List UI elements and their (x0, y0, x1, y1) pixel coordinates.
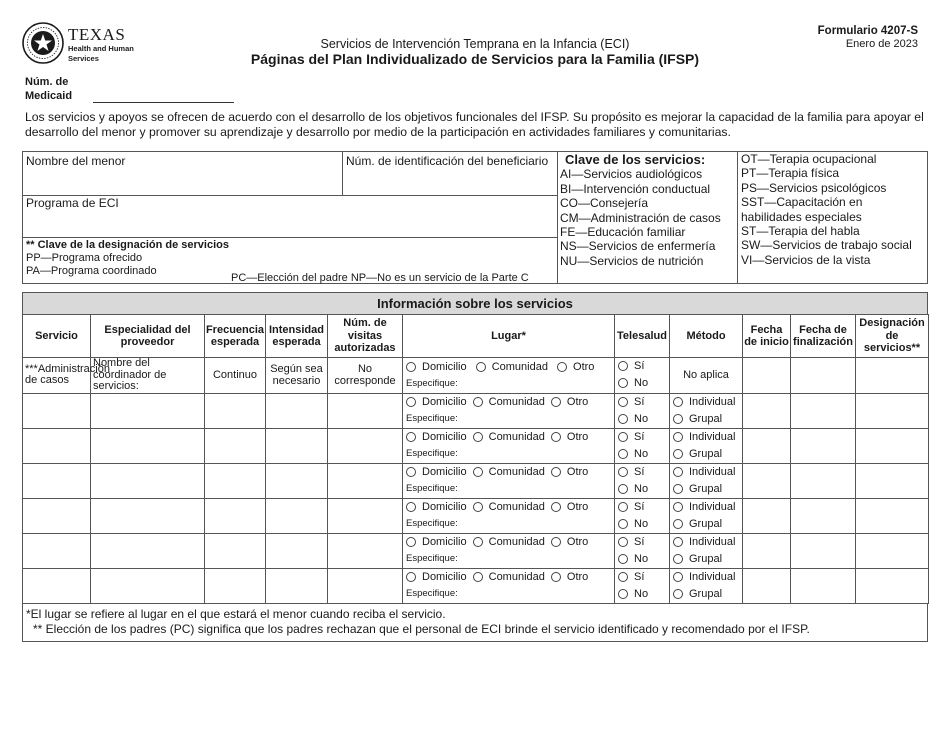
cell-servicio: ***Administración de casos (23, 358, 91, 394)
designation-title: ** Clave de la designación de servicios (26, 239, 229, 251)
cell-frecuencia[interactable] (205, 568, 266, 603)
cell-frecuencia[interactable] (205, 533, 266, 568)
radio-si[interactable] (618, 537, 628, 547)
radio-individual[interactable] (673, 572, 683, 582)
radio-no[interactable] (618, 378, 628, 388)
radio-otro[interactable] (551, 397, 561, 407)
cell-visitas[interactable] (328, 533, 403, 568)
key-fe: FE—Educación familiar (560, 225, 686, 240)
cell-telesalud: Sí No (615, 498, 670, 533)
key-ns: NS—Servicios de enfermería (560, 239, 716, 254)
radio-domicilio[interactable] (406, 502, 416, 512)
radio-si[interactable] (618, 432, 628, 442)
cell-designacion[interactable] (856, 533, 929, 568)
key-sst-cont: habilidades especiales (741, 209, 862, 224)
form-title: Páginas del Plan Individualizado de Servicios para la Familia (IFSP) (250, 51, 700, 67)
footnotes (22, 603, 928, 642)
radio-individual[interactable] (673, 502, 683, 512)
cell-servicio[interactable] (23, 568, 91, 603)
cell-frecuencia[interactable] (205, 428, 266, 463)
col-frecuencia: Frecuencia esperada (205, 315, 266, 358)
radio-otro[interactable] (551, 432, 561, 442)
radio-comunidad[interactable] (473, 432, 483, 442)
cell-fecha-fin[interactable] (791, 463, 856, 498)
especifique-field[interactable]: Especifique: (406, 518, 458, 529)
radio-no[interactable] (618, 414, 628, 424)
cell-visitas[interactable] (328, 393, 403, 428)
cell-designacion[interactable] (856, 498, 929, 533)
cell-designacion[interactable] (856, 393, 929, 428)
form-number-block (818, 25, 918, 51)
cell-fecha-inicio[interactable] (743, 568, 791, 603)
table-row (23, 463, 929, 498)
cell-designacion[interactable] (856, 358, 929, 394)
cell-especialidad[interactable] (91, 533, 205, 568)
col-servicio: Servicio (23, 315, 91, 358)
cell-telesalud: Sí No (615, 463, 670, 498)
col-designacion: Designación de servicios** (856, 315, 929, 358)
cell-designacion[interactable] (856, 568, 929, 603)
medicaid-input[interactable] (93, 102, 234, 103)
cell-frecuencia[interactable] (205, 463, 266, 498)
cell-designacion[interactable] (856, 463, 929, 498)
cell-metodo: Individual Grupal (670, 498, 743, 533)
cell-metodo: Individual Grupal (670, 568, 743, 603)
eci-program-field[interactable] (23, 196, 558, 238)
radio-domicilio[interactable] (406, 572, 416, 582)
logo-agency-line2: Services (68, 54, 99, 63)
designation-pa: PA—Programa coordinado (26, 265, 157, 277)
services-table (22, 314, 929, 604)
cell-lugar: Domicilio Comunidad Otro Especifique: (403, 393, 615, 428)
radio-comunidad[interactable] (476, 362, 486, 372)
cell-designacion[interactable] (856, 428, 929, 463)
cell-metodo: Individual Grupal (670, 463, 743, 498)
cell-lugar: Domicilio Comunidad Otro Especifique: (403, 358, 615, 394)
table-row (23, 568, 929, 603)
cell-intensidad[interactable] (266, 393, 328, 428)
radio-otro[interactable] (551, 537, 561, 547)
radio-domicilio[interactable] (406, 397, 416, 407)
service-key-col2 (738, 152, 928, 284)
col-intensidad: Intensidad esperada (266, 315, 328, 358)
cell-especialidad[interactable] (91, 498, 205, 533)
table-row (23, 498, 929, 533)
key-vi: VI—Servicios de la vista (741, 252, 871, 267)
cell-intensidad[interactable] (266, 428, 328, 463)
cell-visitas[interactable] (328, 568, 403, 603)
cell-fecha-fin[interactable] (791, 428, 856, 463)
key-st: ST—Terapia del habla (741, 224, 860, 239)
cell-metodo: Individual Grupal (670, 393, 743, 428)
cell-servicio[interactable] (23, 393, 91, 428)
table-row (23, 393, 929, 428)
cell-telesalud: Sí No (615, 393, 670, 428)
cell-servicio[interactable] (23, 463, 91, 498)
cell-frecuencia[interactable] (205, 393, 266, 428)
logo-state-text: TEXAS (68, 25, 126, 44)
services-section (22, 292, 928, 604)
cell-visitas[interactable] (328, 463, 403, 498)
services-title: Información sobre los servicios (22, 292, 928, 314)
cell-fecha-fin[interactable] (791, 533, 856, 568)
key-ps: PS—Servicios psicológicos (741, 180, 887, 195)
cell-especialidad[interactable] (91, 393, 205, 428)
cell-visitas[interactable] (328, 428, 403, 463)
radio-domicilio[interactable] (406, 362, 416, 372)
form-date: Enero de 2023 (845, 38, 918, 50)
cell-fecha-inicio[interactable] (743, 498, 791, 533)
cell-metodo: No aplica (670, 358, 743, 394)
footnote-pc: ** Elección de los padres (PC) significa que los padres rechazan que el personal de ECI brinde el servicio identificado y recomendado por el IFSP. (33, 622, 810, 636)
radio-otro[interactable] (557, 362, 567, 372)
cell-especialidad[interactable] (91, 463, 205, 498)
radio-grupal[interactable] (673, 589, 683, 599)
radio-no[interactable] (618, 519, 628, 529)
cell-fecha-fin[interactable] (791, 498, 856, 533)
cell-lugar: Domicilio Comunidad Otro Especifique: (403, 568, 615, 603)
cell-lugar: Domicilio Comunidad Otro Especifique: (403, 428, 615, 463)
especifique-field[interactable]: Especifique: (406, 588, 458, 599)
radio-si[interactable] (618, 361, 628, 371)
cell-telesalud: Sí No (615, 568, 670, 603)
child-info-box (22, 151, 928, 284)
form-subtitle: Servicios de Intervención Temprana en la Infancia (ECI) (320, 37, 630, 51)
cell-lugar: Domicilio Comunidad Otro Especifique: (403, 498, 615, 533)
radio-otro[interactable] (551, 502, 561, 512)
cell-especialidad[interactable]: Nombre del coordinador de servicios: (91, 358, 205, 394)
especifique-field[interactable]: Especifique: (406, 483, 458, 494)
col-telesalud: Telesalud (615, 315, 670, 358)
cell-servicio[interactable] (23, 498, 91, 533)
medicaid-label: Núm. de Medicaid (25, 76, 73, 102)
radio-si[interactable] (618, 397, 628, 407)
service-key-title: Clave de los servicios: (565, 152, 706, 167)
radio-individual[interactable] (673, 537, 683, 547)
cell-fecha-inicio[interactable] (743, 358, 791, 394)
col-fecha-inicio: Fecha de inicio (743, 315, 791, 358)
designation-pc: PC—Elección del padre NP—No es un servicio de la Parte C (231, 272, 529, 284)
designation-key (23, 238, 558, 284)
especifique-field[interactable]: Especifique: (406, 413, 458, 424)
cell-fecha-inicio[interactable] (743, 393, 791, 428)
cell-frecuencia[interactable] (205, 498, 266, 533)
cell-lugar: Domicilio Comunidad Otro Especifique: (403, 533, 615, 568)
col-metodo: Método (670, 315, 743, 358)
cell-fecha-fin[interactable] (791, 358, 856, 394)
key-sw: SW—Servicios de trabajo social (741, 238, 912, 253)
radio-comunidad[interactable] (473, 467, 483, 477)
beneficiary-id-field[interactable] (343, 152, 558, 196)
especifique-field[interactable]: Especifique: (406, 553, 458, 564)
services-header-row (23, 315, 929, 358)
cell-fecha-inicio[interactable] (743, 533, 791, 568)
radio-grupal[interactable] (673, 484, 683, 494)
service-key-col1 (558, 152, 738, 284)
table-row (23, 358, 929, 394)
cell-telesalud: Sí No (615, 428, 670, 463)
logo-agency-line1: Health and Human (68, 44, 134, 53)
designation-pp: PP—Programa ofrecido (26, 252, 143, 264)
col-fecha-fin: Fecha de finalización (791, 315, 856, 358)
especifique-field[interactable]: Especifique: (406, 377, 458, 389)
radio-grupal[interactable] (673, 414, 683, 424)
key-pt: PT—Terapia física (741, 166, 840, 181)
radio-domicilio[interactable] (406, 537, 416, 547)
radio-grupal[interactable] (673, 554, 683, 564)
child-name-label: Nombre del menor (26, 154, 126, 168)
cell-fecha-fin[interactable] (791, 568, 856, 603)
key-ai: AI—Servicios audiológicos (560, 167, 703, 182)
cell-visitas[interactable] (328, 498, 403, 533)
table-row (23, 533, 929, 568)
cell-intensidad[interactable] (266, 568, 328, 603)
radio-si[interactable] (618, 572, 628, 582)
cell-frecuencia: Continuo (205, 358, 266, 394)
cell-intensidad[interactable] (266, 463, 328, 498)
cell-intensidad[interactable] (266, 533, 328, 568)
radio-comunidad[interactable] (473, 397, 483, 407)
form-number: Formulario 4207-S (817, 25, 918, 37)
cell-visitas: No corresponde (328, 358, 403, 394)
key-cm: CM—Administración de casos (560, 210, 721, 225)
radio-individual[interactable] (673, 467, 683, 477)
radio-si[interactable] (618, 467, 628, 477)
radio-no[interactable] (618, 484, 628, 494)
intro-paragraph: Los servicios y apoyos se ofrecen de acuerdo con el desarrollo de los objetivos funcionales del IFSP. Su propósito es mejorar la capacidad de la familia para apoyar el desarrollo del menor y promover su aprendizaje y desarrollo por medio de la participación en actividades familiares y comunitarias. (25, 110, 924, 139)
radio-grupal[interactable] (673, 449, 683, 459)
eci-program-label: Programa de ECI (26, 196, 119, 210)
col-especialidad: Especialidad del proveedor (91, 315, 205, 358)
radio-no[interactable] (618, 589, 628, 599)
cell-fecha-inicio[interactable] (743, 463, 791, 498)
radio-comunidad[interactable] (473, 502, 483, 512)
cell-metodo: Individual Grupal (670, 533, 743, 568)
radio-grupal[interactable] (673, 519, 683, 529)
cell-metodo: Individual Grupal (670, 428, 743, 463)
cell-servicio[interactable] (23, 533, 91, 568)
key-nu: NU—Servicios de nutrición (560, 253, 704, 268)
radio-no[interactable] (618, 449, 628, 459)
radio-otro[interactable] (551, 467, 561, 477)
cell-especialidad[interactable] (91, 428, 205, 463)
cell-fecha-inicio[interactable] (743, 428, 791, 463)
key-ot: OT—Terapia ocupacional (741, 152, 877, 166)
table-row (23, 428, 929, 463)
key-sst: SST—Capacitación en (741, 195, 863, 210)
radio-domicilio[interactable] (406, 432, 416, 442)
radio-no[interactable] (618, 554, 628, 564)
radio-comunidad[interactable] (473, 537, 483, 547)
key-bi: BI—Intervención conductual (560, 181, 711, 196)
cell-telesalud: Sí No (615, 533, 670, 568)
key-co: CO—Consejería (560, 196, 649, 211)
radio-otro[interactable] (551, 572, 561, 582)
radio-comunidad[interactable] (473, 572, 483, 582)
radio-individual[interactable] (673, 397, 683, 407)
cell-servicio[interactable] (23, 428, 91, 463)
radio-domicilio[interactable] (406, 467, 416, 477)
cell-intensidad[interactable] (266, 498, 328, 533)
footnote-lugar: *El lugar se refiere al lugar en el que estará el menor cuando reciba el servicio. (26, 607, 446, 621)
cell-especialidad[interactable] (91, 568, 205, 603)
especifique-field[interactable]: Especifique: (406, 448, 458, 459)
beneficiary-id-label: Núm. de identificación del beneficiario (346, 154, 549, 168)
col-lugar: Lugar* (403, 315, 615, 358)
cell-intensidad: Según sea necesario (266, 358, 328, 394)
child-name-field[interactable] (23, 152, 343, 196)
col-visitas: Núm. de visitas autorizadas (328, 315, 403, 358)
cell-lugar: Domicilio Comunidad Otro Especifique: (403, 463, 615, 498)
radio-si[interactable] (618, 502, 628, 512)
cell-fecha-fin[interactable] (791, 393, 856, 428)
cell-telesalud: Sí No (615, 358, 670, 394)
radio-individual[interactable] (673, 432, 683, 442)
